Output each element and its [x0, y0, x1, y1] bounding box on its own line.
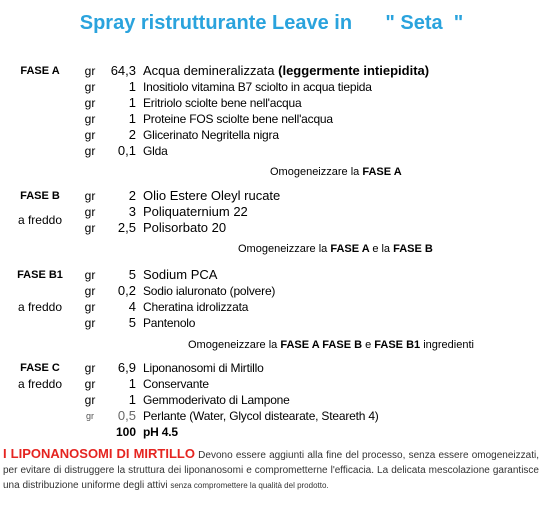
unit: gr — [84, 316, 96, 330]
amount: 2 — [128, 127, 136, 142]
amount: 6,9 — [117, 360, 136, 375]
amount: 1 — [128, 111, 136, 126]
unit: gr — [84, 80, 96, 94]
ingredient-name: Sodium PCA — [143, 267, 218, 282]
unit: gr — [84, 393, 96, 407]
ingredient-name: Acqua demineralizzata (leggermente intiepidita) — [143, 63, 430, 78]
amount: 5 — [128, 267, 136, 282]
unit: gr — [84, 377, 96, 391]
ingredient-name: Olio Estere Oleyl rucate — [143, 188, 281, 203]
footer-highlight: I LIPONANOSOMI DI MIRTILLO — [3, 446, 195, 461]
ingredient-name: Inositiolo vitamina B7 sciolto in acqua tiepida — [143, 80, 372, 94]
ingredient-name: Perlante (Water, Glycol distearate, Steareth 4) — [143, 409, 379, 423]
unit: gr — [84, 221, 96, 235]
unit: gr — [84, 300, 96, 314]
ingredient-name: Gemmoderivato di Lampone — [143, 393, 290, 407]
footer-note — [3, 446, 539, 493]
unit: gr — [85, 411, 94, 421]
unit: gr — [84, 268, 96, 282]
phase-label: FASE B1 — [17, 269, 63, 281]
unit: gr — [84, 205, 96, 219]
phase-label: FASE A — [20, 65, 60, 77]
ingredient-name: Conservante — [143, 377, 209, 391]
total-amount: 100 — [115, 425, 136, 439]
unit: gr — [84, 361, 96, 375]
footer-text: Devono essere aggiunti alla fine del processo, senza essere omogeneizzati, per evitare di distruggere la struttura dei liponanosomi e comprometterne l'efficacia. La delicata mescolazione garantisce una distribuzione uniforme degli attivi — [3, 450, 539, 491]
amount: 2,5 — [117, 220, 136, 235]
unit: gr — [84, 284, 96, 298]
instruction: Omogeneizzare la FASE A e la FASE B — [238, 243, 433, 255]
ingredient-name: Glicerinato Negritella nigra — [143, 128, 279, 142]
phase-label: FASE C — [20, 362, 60, 374]
ingredient-name: Poliquaternium 22 — [143, 204, 248, 219]
ingredient-note: (leggermente intiepidita) — [278, 63, 430, 78]
instruction: Omogeneizzare la FASE A FASE B e FASE B1 ingredienti — [188, 339, 474, 351]
ingredient-name: Cheratina idrolizzata — [143, 300, 249, 314]
ingredient-name: Liponanosomi di Mirtillo — [143, 361, 264, 375]
ingredient-name: Glda — [143, 144, 168, 158]
ingredient-name: Proteine FOS sciolte bene nell'acqua — [143, 112, 333, 126]
amount: 4 — [128, 299, 136, 314]
recipe-title: Spray ristrutturante Leave in " Seta " — [79, 12, 464, 34]
unit: gr — [84, 144, 96, 158]
ingredient-name: Pantenolo — [143, 316, 196, 330]
amount: 0,1 — [117, 143, 136, 158]
amount: 64,3 — [110, 63, 136, 78]
unit: gr — [84, 96, 96, 110]
footer-tiny: senza compromettere la qualità del prodotto. — [170, 481, 329, 490]
ingredient-name: Eritriolo sciolte bene nell'acqua — [143, 96, 302, 110]
amount: 1 — [128, 392, 136, 407]
unit: gr — [84, 128, 96, 142]
instruction: Omogeneizzare la FASE A — [270, 166, 402, 178]
unit: gr — [84, 189, 96, 203]
amount: 2 — [128, 188, 136, 203]
amount: 1 — [128, 376, 136, 391]
amount: 1 — [128, 95, 136, 110]
ingredient-name: Polisorbato 20 — [143, 220, 227, 235]
phase-label: FASE B — [20, 190, 60, 202]
amount: 5 — [128, 315, 136, 330]
amount: 1 — [128, 79, 136, 94]
phase-sublabel: a freddo — [17, 213, 63, 227]
unit: gr — [84, 64, 96, 78]
amount: 3 — [128, 204, 136, 219]
ingredient-name: Sodio ialuronato (polvere) — [143, 284, 276, 298]
total-ph: pH 4.5 — [143, 425, 178, 439]
amount: 0,2 — [117, 283, 136, 298]
phase-sublabel: a freddo — [17, 377, 63, 391]
phase-sublabel: a freddo — [17, 300, 63, 314]
amount: 0,5 — [117, 408, 136, 423]
unit: gr — [84, 112, 96, 126]
